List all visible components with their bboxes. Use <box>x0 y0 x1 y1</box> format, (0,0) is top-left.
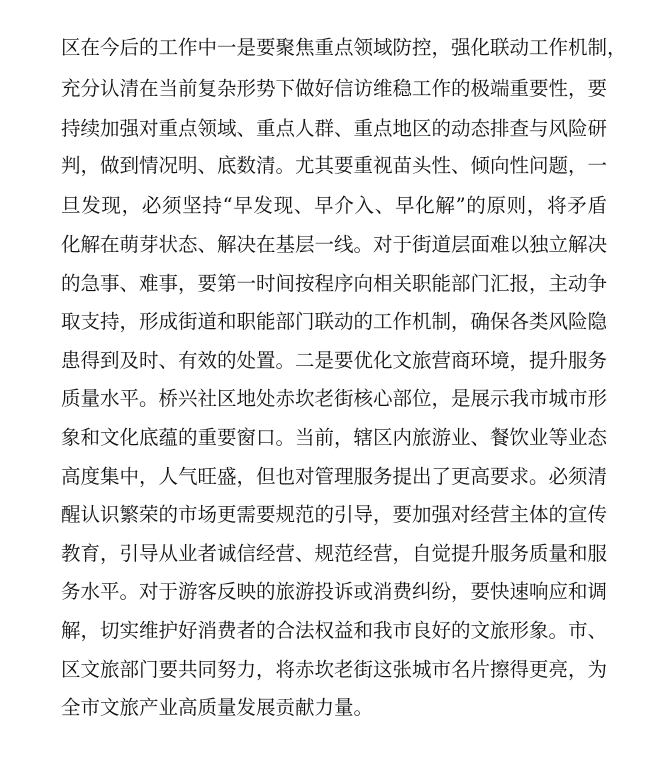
text-line: 务水平。对于游客反映的旅游投诉或消费纠纷，要快速响应和调 <box>61 580 608 603</box>
text-line: 持续加强对重点领域、重点人群、重点地区的动态排查与风险研 <box>61 117 608 140</box>
text-line: 患得到及时、有效的处置。二是要优化文旅营商环境，提升服务 <box>61 349 608 372</box>
text-line: 旦发现，必须坚持“早发现、早介入、早化解”的原则，将矛盾 <box>61 194 607 217</box>
text-line: 象和文化底蕴的重要窗口。当前，辖区内旅游业、餐饮业等业态 <box>61 426 608 449</box>
text-line: 判，做到情况明、底数清。尤其要重视苗头性、倾向性问题，一 <box>61 154 608 177</box>
text-line: 解，切实维护好消费者的合法权益和我市良好的文旅形象。市、 <box>61 619 608 642</box>
text-line: 区在今后的工作中一是要聚焦重点领域防控，强化联动工作机制， <box>61 36 627 59</box>
text-line: 教育，引导从业者诚信经营、规范经营，自觉提升服务质量和服 <box>61 542 608 565</box>
text-line: 质量水平。桥兴社区地处赤坎老街核心部位，是展示我市城市形 <box>61 387 608 410</box>
text-line: 高度集中，人气旺盛，但也对管理服务提出了更高要求。必须清 <box>61 465 608 488</box>
text-line: 取支持，形成街道和职能部门联动的工作机制，确保各类风险隐 <box>61 310 608 333</box>
text-line: 化解在萌芽状态、解决在基层一线。对于街道层面难以独立解决 <box>61 233 608 256</box>
text-line: 醒认识繁荣的市场更需要规范的引导，要加强对经营主体的宣传 <box>61 503 608 526</box>
text-line: 区文旅部门要共同努力，将赤坎老街这张城市名片擦得更亮，为 <box>61 658 608 681</box>
text-line: 全市文旅产业高质量发展贡献力量。 <box>61 696 374 719</box>
text-line: 的急事、难事，要第一时间按程序向相关职能部门汇报，主动争 <box>61 272 608 295</box>
text-line: 充分认清在当前复杂形势下做好信访维稳工作的极端重要性，要 <box>61 77 608 100</box>
